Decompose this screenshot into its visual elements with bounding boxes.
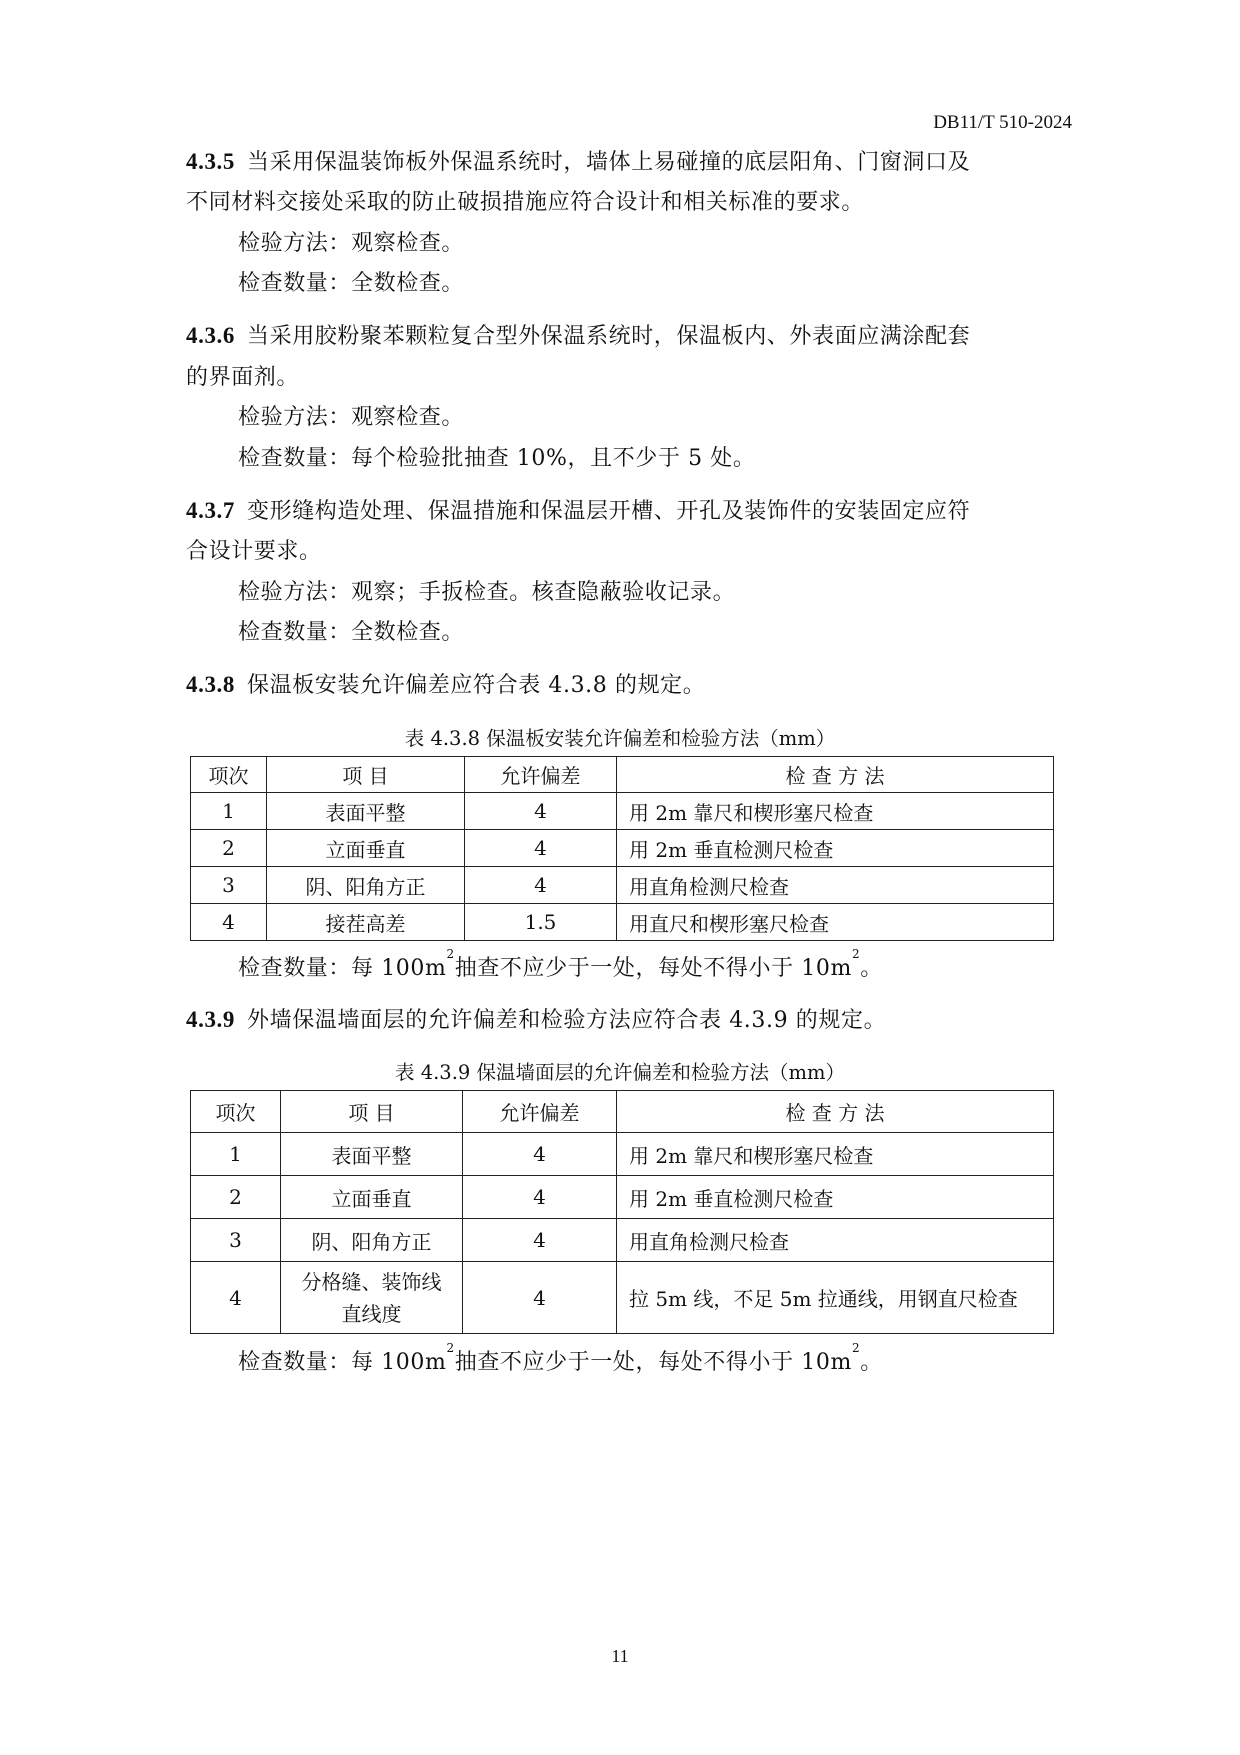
table-cell: 立面垂直 (281, 1176, 463, 1219)
clause-4-3-6-line1 (186, 319, 970, 350)
table-cell: 3 (191, 867, 267, 904)
table-cell: 4 (463, 1219, 617, 1262)
clause-number: 4.3.7 (186, 498, 235, 523)
table-cell: 拉 5m 线，不足 5m 拉通线，用钢直尺检查 (617, 1262, 1054, 1334)
cell-line: 分格缝、装饰线 (301, 1269, 442, 1294)
table-cell: 4 (465, 830, 617, 867)
table-cell: 用直尺和楔形塞尺检查 (617, 904, 1054, 941)
note-text: 抽查不应少于一处，每处不得小于 10m (454, 956, 852, 981)
table-cell: 立面垂直 (267, 830, 465, 867)
header-cell: 项次 (191, 1091, 281, 1133)
table-row (191, 1176, 1054, 1219)
table-cell: 4 (465, 793, 617, 830)
header-cell: 项次 (191, 757, 267, 793)
table-4-3-9-caption: 表 4.3.9 保温墙面层的允许偏差和检验方法（mm） (395, 1061, 845, 1084)
header-cell: 检 查 方 法 (617, 1091, 1054, 1133)
table-cell: 阴、阳角方正 (267, 867, 465, 904)
table-4-3-8 (190, 756, 1054, 941)
note-text: 检查数量：每 100m (238, 956, 447, 981)
note-text: 。 (860, 956, 883, 981)
table-cell: 用 2m 垂直检测尺检查 (617, 830, 1054, 867)
table-4-3-8-caption: 表 4.3.8 保温板安装允许偏差和检验方法（mm） (404, 727, 836, 750)
clause-4-3-6-line2: 的界面剂。 (186, 365, 300, 390)
clause-4-3-7-method: 检验方法：观察；手扳检查。核查隐蔽验收记录。 (238, 580, 736, 605)
clause-4-3-5-line2: 不同材料交接处采取的防止破损措施应符合设计和相关标准的要求。 (186, 190, 865, 215)
table-cell: 4 (191, 904, 267, 941)
clause-text: 当采用胶粉聚苯颗粒复合型外保温系统时，保温板内、外表面应满涂配套 (247, 324, 971, 349)
table-header-row (191, 757, 1054, 793)
clause-number: 4.3.6 (186, 323, 235, 348)
table-cell: 表面平整 (267, 793, 465, 830)
table-header-row (191, 1091, 1054, 1133)
table-4-3-9 (190, 1090, 1054, 1334)
table-cell: 接茬高差 (267, 904, 465, 941)
clause-text: 变形缝构造处理、保温措施和保温层开槽、开孔及装饰件的安装固定应符 (247, 499, 971, 524)
table-cell: 2 (191, 830, 267, 867)
table-cell: 4 (465, 867, 617, 904)
clause-4-3-5-method: 检验方法：观察检查。 (238, 231, 465, 256)
table-cell: 4 (463, 1262, 617, 1334)
document-code-header: DB11/T 510-2024 (933, 112, 1072, 133)
page-number: 11 (611, 1646, 629, 1666)
table-row (191, 1262, 1054, 1334)
table-cell: 用 2m 垂直检测尺检查 (617, 1176, 1054, 1219)
superscript: 2 (446, 1341, 455, 1355)
table-row (191, 830, 1054, 867)
header-cell: 允许偏差 (465, 757, 617, 793)
table-cell: 用 2m 靠尺和楔形塞尺检查 (617, 1133, 1054, 1176)
table-row (191, 1133, 1054, 1176)
superscript: 2 (851, 1341, 861, 1355)
table-cell-multiline (281, 1262, 463, 1334)
note-text: 抽查不应少于一处，每处不得小于 10m (454, 1350, 852, 1375)
table-cell: 1 (191, 793, 267, 830)
clause-4-3-6-quantity: 检查数量：每个检验批抽查 10%，且不少于 5 处。 (238, 446, 756, 471)
table-cell: 用直角检测尺检查 (617, 867, 1054, 904)
table-cell: 1.5 (465, 904, 617, 941)
header-cell: 检 查 方 法 (617, 757, 1054, 793)
clause-4-3-9 (186, 1003, 886, 1034)
table-row (191, 1219, 1054, 1262)
clause-4-3-8 (186, 668, 705, 699)
table-cell: 用直角检测尺检查 (617, 1219, 1054, 1262)
superscript: 2 (851, 947, 861, 961)
clause-number: 4.3.9 (186, 1007, 235, 1032)
header-cell: 允许偏差 (463, 1091, 617, 1133)
note-text: 检查数量：每 100m (238, 1350, 447, 1375)
clause-4-3-7-quantity: 检查数量：全数检查。 (238, 620, 465, 645)
table-cell: 4 (463, 1176, 617, 1219)
clause-text: 当采用保温装饰板外保温系统时，墙体上易碰撞的底层阳角、门窗洞口及 (247, 150, 971, 175)
table-cell: 4 (463, 1133, 617, 1176)
table-cell: 4 (191, 1262, 281, 1334)
table-4-3-9-quantity-note (238, 1341, 883, 1376)
clause-text: 外墙保温墙面层的允许偏差和检验方法应符合表 4.3.9 的规定。 (247, 1008, 887, 1033)
header-cell: 项 目 (281, 1091, 463, 1133)
table-cell: 1 (191, 1133, 281, 1176)
clause-4-3-5-quantity: 检查数量：全数检查。 (238, 271, 465, 296)
table-cell: 用 2m 靠尺和楔形塞尺检查 (617, 793, 1054, 830)
note-text: 。 (860, 1350, 883, 1375)
clause-number: 4.3.5 (186, 149, 235, 174)
header-cell: 项 目 (267, 757, 465, 793)
clause-number: 4.3.8 (186, 672, 235, 697)
table-cell: 2 (191, 1176, 281, 1219)
table-row (191, 793, 1054, 830)
cell-line: 直线度 (341, 1301, 402, 1326)
table-4-3-8-quantity-note (238, 947, 883, 982)
clause-4-3-5-line1 (186, 145, 970, 176)
clause-4-3-7-line2: 合设计要求。 (186, 539, 322, 564)
clause-text: 保温板安装允许偏差应符合表 4.3.8 的规定。 (247, 673, 706, 698)
superscript: 2 (446, 947, 455, 961)
table-cell: 表面平整 (281, 1133, 463, 1176)
table-row (191, 904, 1054, 941)
clause-4-3-7-line1 (186, 494, 970, 525)
table-row (191, 867, 1054, 904)
table-cell: 阴、阳角方正 (281, 1219, 463, 1262)
table-cell: 3 (191, 1219, 281, 1262)
clause-4-3-6-method: 检验方法：观察检查。 (238, 405, 465, 430)
